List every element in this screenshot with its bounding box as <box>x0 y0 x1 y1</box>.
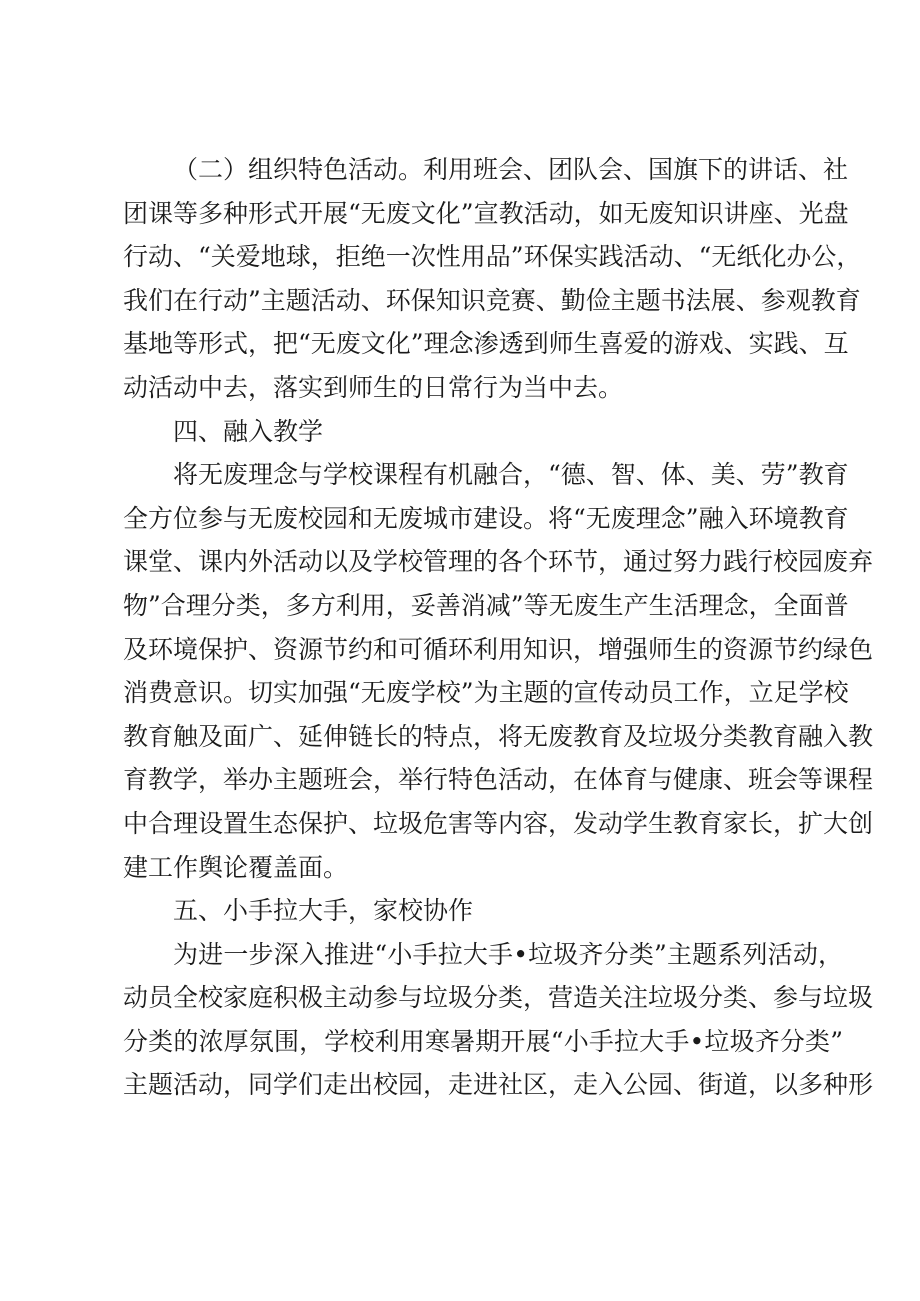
paragraph-line: 我们在行动”主题活动、环保知识竞赛、勤俭主题书法展、参观教育 <box>123 285 861 315</box>
paragraph-line: 动员全校家庭积极主动参与垃圾分类，营造关注垃圾分类、参与垃圾 <box>123 983 874 1013</box>
paragraph-line: 团课等多种形式开展“无废文化”宣教活动，如无废知识讲座、光盘 <box>123 198 849 228</box>
paragraph-line: 基地等形式，把“无废文化”理念渗透到师生喜爱的游戏、实践、互 <box>123 329 849 359</box>
paragraph-line: 物”合理分类，多方利用，妥善消减”等无废生产生活理念，全面普 <box>123 590 849 620</box>
paragraph-line: 消费意识。切实加强“无废学校”为主题的宣传动员工作，立足学校 <box>123 678 849 708</box>
paragraph-line: 育教学，举办主题班会，举行特色活动，在体育与健康、班会等课程 <box>123 765 874 795</box>
paragraph-line: 全方位参与无废校园和无废城市建设。将“无废理念”融入环境教育 <box>123 503 849 533</box>
paragraph-line: 建工作舆论覆盖面。 <box>123 852 349 882</box>
paragraph-line: 分类的浓厚氛围，学校利用寒暑期开展“小手拉大手•垃圾齐分类” <box>123 1026 843 1056</box>
paragraph-line: 中合理设置生态保护、垃圾危害等内容，发动学生教育家长，扩大创 <box>123 808 874 838</box>
paragraph-line: 课堂、课内外活动以及学校管理的各个环节，通过努力践行校园废弃 <box>123 547 874 577</box>
paragraph-line: 行动、“关爱地球，拒绝一次性用品”环保实践活动、“无纸化办公， <box>123 242 862 272</box>
paragraph-line: 为进一步深入推进“小手拉大手•垃圾齐分类”主题系列活动， <box>173 939 843 969</box>
section-heading: 五、小手拉大手，家校协作 <box>173 896 474 926</box>
paragraph-line: 将无废理念与学校课程有机融合，“德、智、体、美、劳”教育 <box>173 460 849 490</box>
paragraph-line: 及环境保护、资源节约和可循环利用知识，增强师生的资源节约绿色 <box>123 634 874 664</box>
body-text <box>123 148 874 1107</box>
paragraph-line: （二）组织特色活动。利用班会、团队会、国旗下的讲话、社 <box>173 155 849 184</box>
paragraph-line: 教育触及面广、延伸链长的特点，将无废教育及垃圾分类教育融入教 <box>123 721 874 751</box>
section-heading: 四、融入教学 <box>173 416 324 446</box>
paragraph-line: 主题活动，同学们走出校园，走进社区，走入公园、街道，以多种形 <box>123 1070 874 1100</box>
paragraph-line: 动活动中去，落实到师生的日常行为当中去。 <box>123 372 624 402</box>
